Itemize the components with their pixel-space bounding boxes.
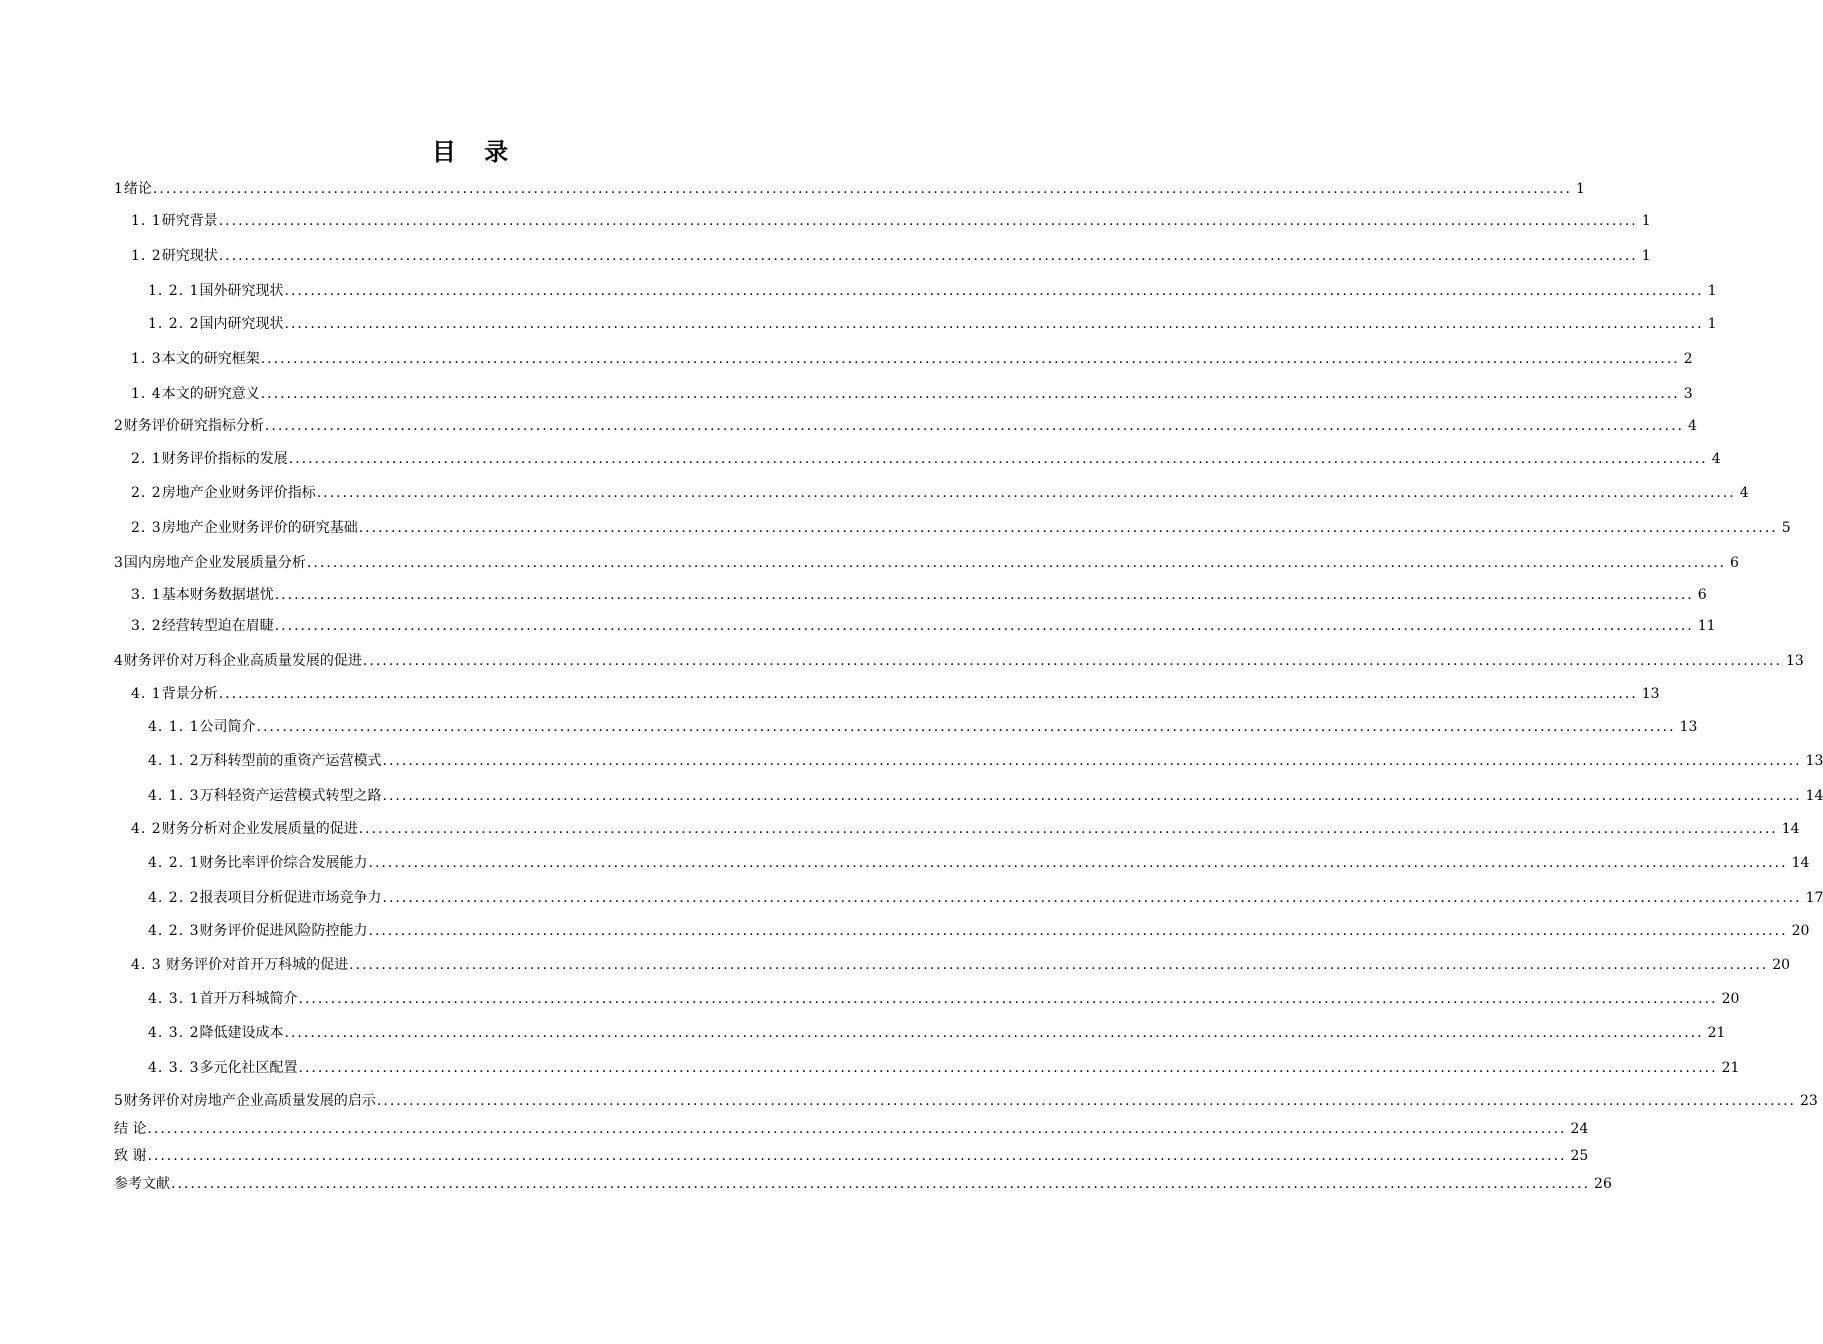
page-number: 23	[1799, 1093, 1818, 1109]
section-number: 4. 2. 3	[148, 923, 200, 939]
toc-entry-label	[114, 1090, 376, 1112]
section-number: 4. 2. 2	[148, 890, 200, 906]
section-number: 5	[114, 1093, 124, 1109]
toc-entry[interactable]	[114, 178, 1585, 200]
toc-entry[interactable]	[148, 852, 1810, 874]
section-title: 万科转型前的重资产运营模式	[199, 753, 382, 769]
toc-entry[interactable]	[131, 245, 1651, 267]
toc-entry[interactable]	[131, 448, 1721, 470]
section-number: 1	[114, 181, 124, 197]
section-number: 3. 1	[131, 587, 162, 603]
section-title: 国内房地产企业发展质量分析	[123, 555, 306, 571]
toc-entry-label	[148, 1022, 284, 1044]
page-number: 1	[1707, 283, 1717, 299]
dot-leader: ............................................................................................................................................................................................................................	[171, 1176, 1591, 1192]
section-title: 财务评价对房地产企业高质量发展的启示	[123, 1093, 376, 1109]
page-number: 4	[1687, 418, 1697, 434]
page-number: 6	[1697, 587, 1707, 603]
section-title: 万科轻资产运营模式转型之路	[199, 788, 382, 804]
section-title: 财务比率评价综合发展能力	[199, 855, 368, 871]
toc-entry-label	[148, 716, 256, 738]
section-title: 参考文献	[114, 1176, 170, 1192]
section-title: 公司简介	[199, 719, 256, 735]
dot-leader: ............................................................................................................................................................................................................................	[264, 418, 1684, 434]
toc-entry-label	[131, 615, 274, 637]
toc-entry-label	[131, 517, 358, 539]
section-number: 1. 4	[131, 386, 162, 402]
toc-entry[interactable]	[114, 415, 1697, 437]
section-number: 4. 1. 3	[148, 788, 200, 804]
section-title: 报表项目分析促进市场竞争力	[199, 890, 382, 906]
toc-entry-label	[131, 448, 288, 470]
dot-leader: ............................................................................................................................................................................................................................	[218, 213, 1638, 229]
dot-leader: ............................................................................................................................................................................................................................	[349, 957, 1769, 973]
toc-entry[interactable]	[131, 683, 1660, 705]
toc-entry-label	[131, 482, 316, 504]
section-number: 4. 3	[131, 957, 162, 973]
section-title: 国内研究现状	[199, 316, 284, 332]
toc-entry-label	[114, 552, 306, 574]
toc-entry-label	[148, 887, 382, 909]
section-title: 经营转型迫在眉睫	[161, 618, 274, 634]
toc-entry-label	[148, 988, 298, 1010]
toc-entry-label	[131, 245, 218, 267]
toc-entry-label	[131, 210, 218, 232]
section-number: 4. 1. 2	[148, 753, 200, 769]
section-number: 1. 3	[131, 351, 162, 367]
dot-leader: ............................................................................................................................................................................................................................	[147, 1148, 1567, 1164]
toc-entry-label	[131, 383, 260, 405]
page-number: 24	[1570, 1121, 1589, 1137]
section-title: 首开万科城简介	[199, 991, 298, 1007]
section-number: 4	[114, 653, 124, 669]
toc-entry[interactable]	[114, 552, 1739, 574]
dot-leader: ............................................................................................................................................................................................................................	[256, 719, 1676, 735]
section-number: 4. 2	[131, 821, 162, 837]
section-title: 本文的研究意义	[161, 386, 260, 402]
page-number: 14	[1781, 821, 1800, 837]
section-number: 1. 2. 2	[148, 316, 200, 332]
dot-leader: ............................................................................................................................................................................................................................	[306, 555, 1726, 571]
page-number: 2	[1683, 351, 1693, 367]
toc-entry[interactable]	[148, 887, 1823, 909]
section-number: 1. 2	[131, 248, 162, 264]
toc-entry-label	[131, 584, 274, 606]
section-number: 2	[114, 418, 124, 434]
toc-entry-label	[114, 1173, 170, 1195]
toc-entry[interactable]	[114, 1173, 1612, 1195]
section-number: 3. 2	[131, 618, 162, 634]
toc-entry[interactable]	[114, 650, 1804, 672]
dot-leader: ............................................................................................................................................................................................................................	[362, 653, 1782, 669]
page-number: 21	[1707, 1025, 1726, 1041]
dot-leader: ............................................................................................................................................................................................................................	[298, 991, 1718, 1007]
section-title: 财务评价对万科企业高质量发展的促进	[123, 653, 362, 669]
dot-leader: ............................................................................................................................................................................................................................	[284, 316, 1704, 332]
page-number: 1	[1575, 181, 1585, 197]
toc-entry-label	[114, 415, 264, 437]
section-title: 绪论	[123, 181, 152, 197]
section-title: 财务评价促进风险防控能力	[199, 923, 368, 939]
toc-entry[interactable]	[131, 210, 1651, 232]
page-number: 13	[1805, 753, 1823, 769]
section-title: 房地产企业财务评价指标	[161, 485, 316, 501]
section-number: 1. 2. 1	[148, 283, 200, 299]
toc-entry[interactable]	[131, 348, 1693, 370]
page-number: 26	[1594, 1176, 1612, 1192]
toc-entry-label	[148, 920, 368, 942]
toc-entry-label	[148, 280, 284, 302]
dot-leader: ............................................................................................................................................................................................................................	[274, 618, 1694, 634]
page-number: 17	[1805, 890, 1823, 906]
toc-entry[interactable]	[148, 1022, 1726, 1044]
section-number: 3	[114, 555, 124, 571]
dot-leader: ............................................................................................................................................................................................................................	[284, 1025, 1704, 1041]
section-title: 国外研究现状	[199, 283, 284, 299]
page-number: 20	[1791, 923, 1810, 939]
toc-entry[interactable]	[114, 1090, 1818, 1112]
toc-entry[interactable]	[148, 785, 1823, 807]
dot-leader: ............................................................................................................................................................................................................................	[316, 485, 1736, 501]
toc-entry-label	[148, 750, 382, 772]
toc-entry-label	[148, 1057, 298, 1079]
page-number: 4	[1711, 451, 1721, 467]
page-number: 20	[1721, 991, 1740, 1007]
page-number: 1	[1641, 248, 1651, 264]
toc-entry-label	[131, 683, 218, 705]
toc-entry[interactable]	[148, 313, 1717, 335]
toc-entry[interactable]	[131, 818, 1800, 840]
dot-leader: ............................................................................................................................................................................................................................	[152, 181, 1572, 197]
dot-leader: ............................................................................................................................................................................................................................	[358, 520, 1778, 536]
page-number: 11	[1697, 618, 1716, 634]
section-number: 2. 2	[131, 485, 162, 501]
toc-entry[interactable]	[148, 920, 1810, 942]
page-number: 20	[1772, 957, 1791, 973]
toc-entry[interactable]	[148, 750, 1823, 772]
dot-leader: ............................................................................................................................................................................................................................	[274, 587, 1694, 603]
section-title: 财务分析对企业发展质量的促进	[161, 821, 358, 837]
toc-entry-label	[114, 1118, 146, 1140]
section-title: 降低建设成本	[199, 1025, 284, 1041]
toc-entry[interactable]	[131, 615, 1716, 637]
page-number: 1	[1641, 213, 1651, 229]
page-number: 4	[1739, 485, 1749, 501]
section-title: 基本财务数据堪忧	[161, 587, 274, 603]
toc-entry[interactable]	[148, 280, 1717, 302]
toc-entry-label	[114, 650, 362, 672]
toc-entry[interactable]	[114, 1118, 1589, 1140]
toc-entry[interactable]	[148, 716, 1698, 738]
page-number: 13	[1679, 719, 1698, 735]
section-number: 4. 3. 2	[148, 1025, 200, 1041]
section-number: 2. 3	[131, 520, 162, 536]
section-title: 背景分析	[161, 686, 218, 702]
toc-entry[interactable]	[131, 517, 1791, 539]
section-title: 研究现状	[161, 248, 218, 264]
section-title: 多元化社区配置	[199, 1060, 298, 1076]
dot-leader: ............................................................................................................................................................................................................................	[284, 283, 1704, 299]
toc-entry[interactable]	[148, 1057, 1740, 1079]
toc-entry[interactable]	[131, 584, 1707, 606]
dot-leader: ............................................................................................................................................................................................................................	[382, 753, 1802, 769]
section-title: 本文的研究框架	[161, 351, 260, 367]
page-number: 14	[1791, 855, 1810, 871]
section-title: 财务评价对首开万科城的促进	[161, 957, 349, 973]
page-number: 1	[1707, 316, 1717, 332]
dot-leader: ............................................................................................................................................................................................................................	[260, 351, 1680, 367]
dot-leader: ............................................................................................................................................................................................................................	[368, 923, 1788, 939]
toc-entry[interactable]	[148, 988, 1740, 1010]
toc-entry-label	[131, 818, 358, 840]
dot-leader: ............................................................................................................................................................................................................................	[376, 1093, 1796, 1109]
toc-entry[interactable]	[114, 1145, 1589, 1167]
section-number: 4. 3. 3	[148, 1060, 200, 1076]
dot-leader: ............................................................................................................................................................................................................................	[218, 686, 1638, 702]
section-title: 房地产企业财务评价的研究基础	[161, 520, 358, 536]
page-number: 13	[1641, 686, 1660, 702]
dot-leader: ............................................................................................................................................................................................................................	[298, 1060, 1718, 1076]
toc-entry[interactable]	[131, 954, 1791, 976]
toc-entry-label	[114, 1145, 146, 1167]
page-number: 5	[1781, 520, 1791, 536]
toc-title: 目 录	[431, 138, 519, 166]
toc-entry-label	[148, 852, 368, 874]
section-title: 致 谢	[114, 1148, 147, 1164]
page-number: 13	[1785, 653, 1804, 669]
section-title: 研究背景	[161, 213, 218, 229]
dot-leader: ............................................................................................................................................................................................................................	[147, 1121, 1567, 1137]
section-title: 财务评价研究指标分析	[123, 418, 264, 434]
dot-leader: ............................................................................................................................................................................................................................	[368, 855, 1788, 871]
section-title: 财务评价指标的发展	[161, 451, 288, 467]
page-number: 3	[1683, 386, 1693, 402]
toc-entry[interactable]	[131, 482, 1749, 504]
section-number: 1. 1	[131, 213, 162, 229]
page-number: 21	[1721, 1060, 1740, 1076]
section-number: 4. 2. 1	[148, 855, 200, 871]
dot-leader: ............................................................................................................................................................................................................................	[382, 890, 1802, 906]
toc-entry-label	[148, 785, 382, 807]
section-number: 4. 1. 1	[148, 719, 200, 735]
section-number: 2. 1	[131, 451, 162, 467]
toc-entry-label	[148, 313, 284, 335]
page-number: 14	[1805, 788, 1823, 804]
section-number: 4. 3. 1	[148, 991, 200, 1007]
page-number: 6	[1729, 555, 1739, 571]
dot-leader: ............................................................................................................................................................................................................................	[260, 386, 1680, 402]
dot-leader: ............................................................................................................................................................................................................................	[358, 821, 1778, 837]
toc-entry-label	[114, 178, 152, 200]
section-number: 4. 1	[131, 686, 162, 702]
toc-entry-label	[131, 954, 348, 976]
page-number: 25	[1570, 1148, 1589, 1164]
toc-entry[interactable]	[131, 383, 1693, 405]
dot-leader: ............................................................................................................................................................................................................................	[288, 451, 1708, 467]
dot-leader: ............................................................................................................................................................................................................................	[218, 248, 1638, 264]
toc-entry-label	[131, 348, 260, 370]
dot-leader: ............................................................................................................................................................................................................................	[382, 788, 1802, 804]
section-title: 结 论	[114, 1121, 147, 1137]
